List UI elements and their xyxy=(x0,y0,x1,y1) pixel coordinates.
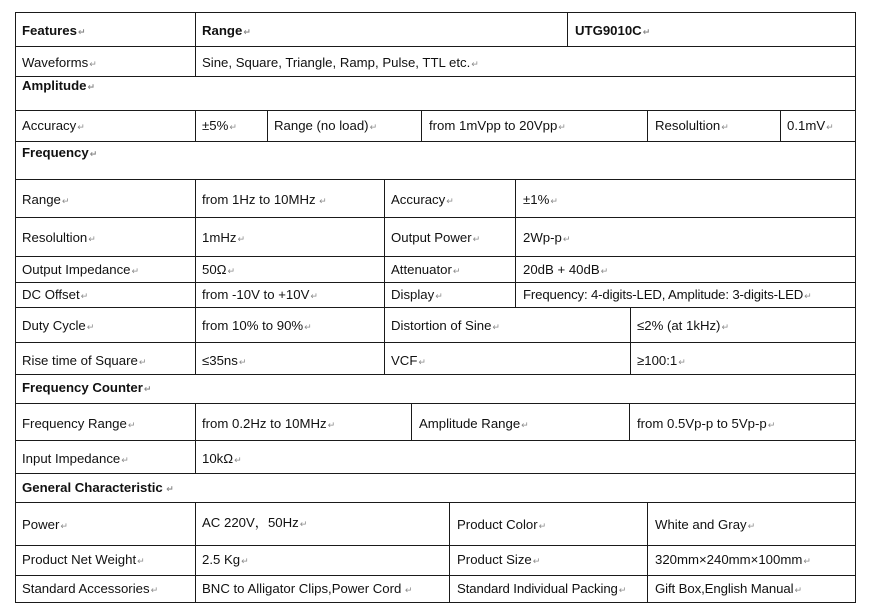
net-weight-label: Product Net Weight↵ xyxy=(22,552,145,567)
power-label: Power↵ xyxy=(22,517,68,532)
input-impedance-label: Input Impedance↵ xyxy=(22,451,129,466)
row-divider xyxy=(15,217,856,218)
duty-cycle-label: Duty Cycle↵ xyxy=(22,318,95,333)
display-label: Display↵ xyxy=(391,287,443,302)
rise-time-value: ≤35ns↵ xyxy=(202,353,247,368)
row-divider xyxy=(15,440,856,441)
output-impedance-label: Output Impedance↵ xyxy=(22,262,140,277)
table-border-top xyxy=(15,12,856,13)
product-size-value: 320mm×240mm×100mm↵ xyxy=(655,552,811,567)
col-divider xyxy=(629,403,630,440)
col-divider xyxy=(195,502,196,603)
section-amplitude: Amplitude↵ xyxy=(22,78,96,93)
duty-cycle-value: from 10% to 90%↵ xyxy=(202,318,312,333)
row-divider xyxy=(15,141,856,142)
product-color-label: Product Color↵ xyxy=(457,517,547,532)
table-border-left xyxy=(15,12,16,603)
row-divider xyxy=(15,256,856,257)
row-divider xyxy=(15,473,856,474)
row-divider xyxy=(15,110,856,111)
col-divider xyxy=(421,110,422,141)
row-divider xyxy=(15,46,856,47)
table-border-bottom xyxy=(15,602,856,603)
frequency-accuracy-value: ±1%↵ xyxy=(523,192,558,207)
col-divider xyxy=(384,179,385,374)
display-value: Frequency: 4-digits-LED, Amplitude: 3-digits-LED↵ xyxy=(523,287,812,302)
amplitude-accuracy-value: ±5%↵ xyxy=(202,118,237,133)
row-divider xyxy=(15,342,856,343)
col-divider xyxy=(780,110,781,141)
dc-offset-label: DC Offset↵ xyxy=(22,287,89,302)
row-divider xyxy=(15,307,856,308)
dc-offset-value: from -10V to +10V↵ xyxy=(202,287,318,302)
amplitude-resolution-label: Resolultion↵ xyxy=(655,118,729,133)
row-divider xyxy=(15,403,856,404)
packing-value: Gift Box,English Manual↵ xyxy=(655,581,802,596)
net-weight-value: 2.5 Kg↵ xyxy=(202,552,249,567)
section-frequency: Frequency↵ xyxy=(22,145,98,160)
attenuator-label: Attenuator↵ xyxy=(391,262,461,277)
power-value: AC 220V，50Hz↵ xyxy=(202,515,308,530)
amplitude-accuracy-label: Accuracy↵ xyxy=(22,118,85,133)
counter-amplitude-range-value: from 0.5Vp-p to 5Vp-p↵ xyxy=(637,416,776,431)
col-divider xyxy=(267,110,268,141)
product-color-value: White and Gray↵ xyxy=(655,517,756,532)
vcf-label: VCF↵ xyxy=(391,353,426,368)
table-border-right xyxy=(855,12,856,603)
packing-label: Standard Individual Packing↵ xyxy=(457,581,627,596)
frequency-range-label: Range↵ xyxy=(22,192,70,207)
row-divider xyxy=(15,502,856,503)
waveforms-value: Sine, Square, Triangle, Ramp, Pulse, TTL etc.↵ xyxy=(202,55,479,70)
product-size-label: Product Size↵ xyxy=(457,552,541,567)
frequency-range-value: from 1Hz to 10MHz ↵ xyxy=(202,192,327,207)
col-divider xyxy=(630,307,631,374)
counter-frequency-range-value: from 0.2Hz to 10MHz↵ xyxy=(202,416,336,431)
output-power-label: Output Power↵ xyxy=(391,230,481,245)
col-divider xyxy=(195,12,196,76)
distortion-value: ≤2% (at 1kHz)↵ xyxy=(637,318,729,333)
col-divider xyxy=(647,110,648,141)
amplitude-resolution-value: 0.1mV↵ xyxy=(787,118,834,133)
col-divider xyxy=(515,179,516,307)
col-divider xyxy=(411,403,412,440)
waveforms-label: Waveforms↵ xyxy=(22,55,97,70)
col-divider xyxy=(567,12,568,46)
vcf-value: ≥100:1↵ xyxy=(637,353,686,368)
attenuator-value: 20dB + 40dB↵ xyxy=(523,262,609,277)
col-divider xyxy=(195,179,196,374)
row-divider xyxy=(15,179,856,180)
header-features: Features↵ xyxy=(22,23,86,38)
row-divider xyxy=(15,575,856,576)
section-general: General Characteristic ↵ xyxy=(22,480,174,495)
counter-frequency-range-label: Frequency Range↵ xyxy=(22,416,136,431)
rise-time-label: Rise time of Square↵ xyxy=(22,353,147,368)
col-divider xyxy=(195,110,196,141)
row-divider xyxy=(15,76,856,77)
distortion-label: Distortion of Sine↵ xyxy=(391,318,500,333)
amplitude-range-value: from 1mVpp to 20Vpp↵ xyxy=(429,118,566,133)
counter-amplitude-range-label: Amplitude Range↵ xyxy=(419,416,529,431)
accessories-value: BNC to Alligator Clips,Power Cord ↵ xyxy=(202,581,413,596)
header-model: UTG9010C↵ xyxy=(575,23,651,38)
row-divider xyxy=(15,545,856,546)
col-divider xyxy=(647,502,648,603)
accessories-label: Standard Accessories↵ xyxy=(22,581,159,596)
row-divider xyxy=(15,282,856,283)
header-range: Range↵ xyxy=(202,23,251,38)
output-power-value: 2Wp-p↵ xyxy=(523,230,571,245)
col-divider xyxy=(449,502,450,603)
col-divider xyxy=(195,403,196,473)
input-impedance-value: 10kΩ↵ xyxy=(202,451,242,466)
frequency-resolution-label: Resolultion↵ xyxy=(22,230,96,245)
frequency-accuracy-label: Accuracy↵ xyxy=(391,192,454,207)
output-impedance-value: 50Ω↵ xyxy=(202,262,236,277)
section-frequency-counter: Frequency Counter↵ xyxy=(22,380,152,395)
frequency-resolution-value: 1mHz↵ xyxy=(202,230,245,245)
row-divider xyxy=(15,374,856,375)
amplitude-range-label: Range (no load)↵ xyxy=(274,118,378,133)
